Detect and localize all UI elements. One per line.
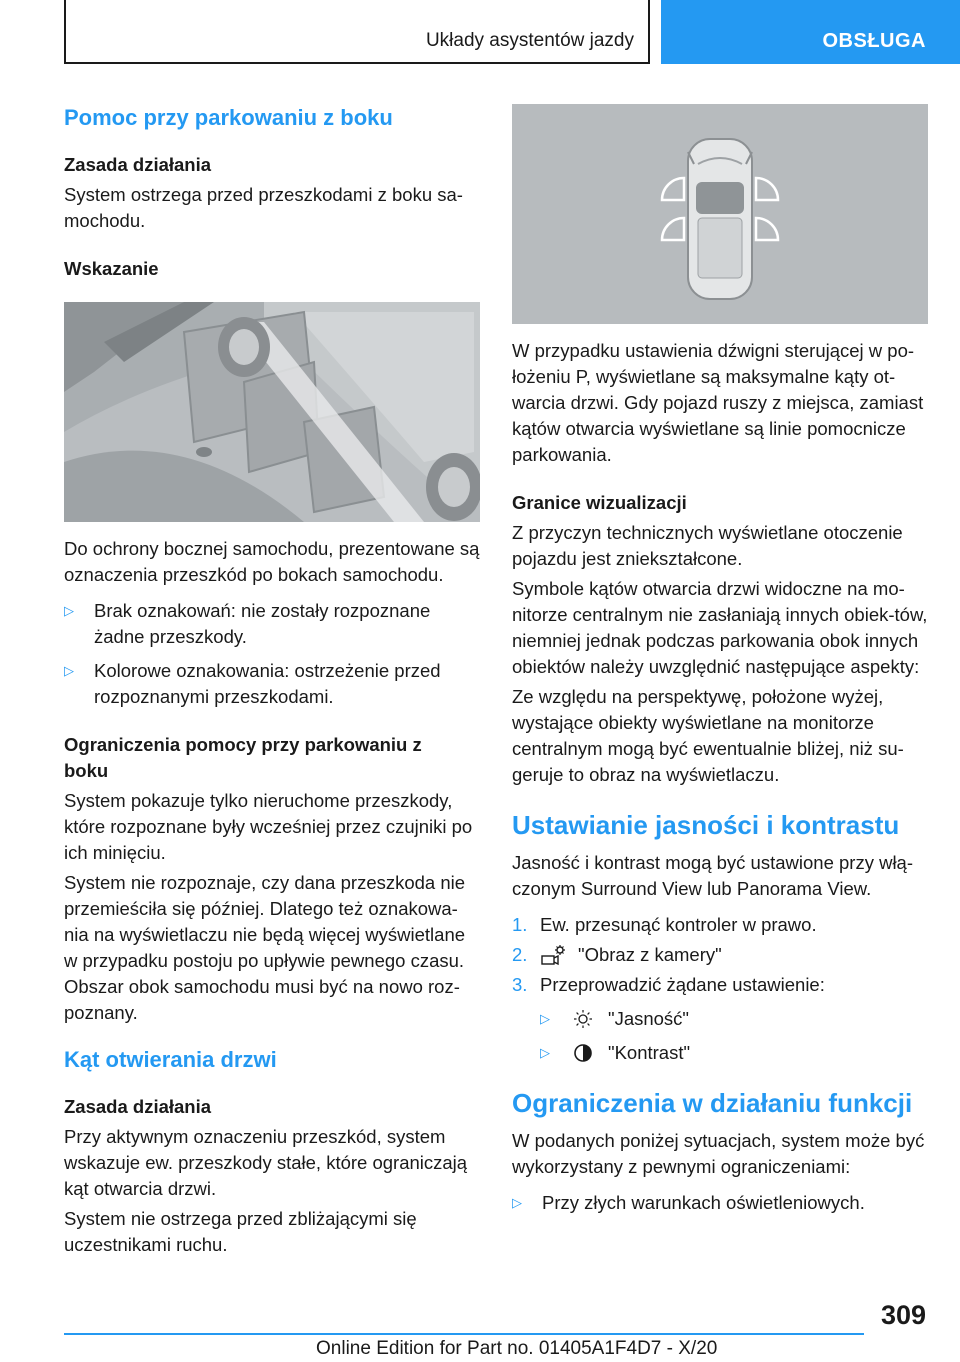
- list-item: [512, 942, 930, 968]
- step-text: Ew. przesunąć kontroler w prawo.: [540, 914, 817, 935]
- step-number: 1.: [512, 914, 528, 935]
- list-item: [64, 598, 482, 650]
- footer-divider: [64, 1333, 864, 1335]
- paragraph-door-2: System nie ostrzega przed zbliżającymi się uczestnikami ruchu.: [64, 1208, 417, 1255]
- door-angle-diagram: [512, 104, 928, 324]
- heading-brightness-contrast: Ustawianie jasności i kontrastu: [512, 810, 900, 840]
- bullet-text: Kolorowe oznakowania: ostrzeżenie przed rozpoznanymi przeszkodami.: [94, 660, 441, 707]
- header-section-title: Układy asystentów jazdy: [425, 30, 634, 51]
- triangle-bullet-icon: ▷: [540, 1045, 550, 1060]
- header-chapter-title: OBSŁUGA: [822, 30, 926, 52]
- paragraph-vis-2: Symbole kątów otwarcia drzwi widoczne na mo-nitorze centralnym nie zasłaniają innych obiek-tów, niemniej jednak podczas parkowania obok innych obiektów należy uwzględnić następujące aspekty:: [512, 578, 928, 677]
- header-chapter-tab: [661, 0, 960, 64]
- heading-function-limits: Ograniczenia w działaniu funkcji: [512, 1088, 913, 1118]
- side-parking-illustration: [64, 302, 480, 522]
- paragraph-principle: System ostrzega przed przeszkodami z boku sa-mochodu.: [64, 184, 463, 231]
- list-item: [540, 1006, 930, 1032]
- sub-option-text: "Jasność": [608, 1008, 690, 1029]
- heading-visualization-limits: Granice wizualizacji: [512, 492, 687, 513]
- paragraph-function-limits: W podanych poniżej sytuacjach, system może być wykorzystany z pewnymi ograniczeniami:: [512, 1130, 925, 1177]
- step-number: 2.: [512, 944, 528, 965]
- paragraph-limits-2: System nie rozpoznaje, czy dana przeszkoda nie przemieściła się później. Dlatego też oznakowa-nia na wyświetlaczu nie będą więcej wyświetlane w przypadku postoju po upływie pewnego czasu. Obszar obok samochodu musi być na nowo roz-poznany.: [64, 872, 466, 1023]
- triangle-bullet-icon: ▷: [512, 1195, 522, 1210]
- footer-edition: Online Edition for Part no. 01405A1F4D7 - X/20: [316, 1338, 718, 1359]
- paragraph-door-1: Przy aktywnym oznaczeniu przeszkód, system wskazuje ew. przeszkody stałe, które ograniczają kąt otwarcia drzwi.: [64, 1126, 468, 1199]
- camera-settings-icon: [540, 944, 566, 966]
- triangle-bullet-icon: ▷: [64, 603, 74, 618]
- bullet-text: Brak oznakowań: nie zostały rozpoznane żadne przeszkody.: [94, 600, 431, 647]
- heading-limits: Ograniczenia pomocy przy parkowaniu z boku: [64, 734, 422, 781]
- heading-side-parking: Pomoc przy parkowaniu z boku: [64, 105, 393, 130]
- left-column: [64, 104, 482, 1258]
- paragraph-brightness: Jasność i kontrast mogą być ustawione przy włą-czonym Surround View lub Panorama View.: [512, 852, 914, 899]
- sub-option-text: "Kontrast": [608, 1042, 691, 1063]
- bullet-text: Przy złych warunkach oświetleniowych.: [542, 1192, 865, 1213]
- heading-principle: Zasada działania: [64, 154, 212, 175]
- step-number: 3.: [512, 974, 528, 995]
- step-text: Przeprowadzić żądane ustawienie:: [540, 974, 825, 995]
- paragraph-vis-3: Ze względu na perspektywę, położone wyżej, wystające obiekty wyświetlane na monitorze centralnym mogą być ewentualnie bliżej, niż su-geruje to obraz na wyświetlaczu.: [512, 686, 904, 785]
- page-number: 309: [880, 1300, 926, 1330]
- heading-door-principle: Zasada działania: [64, 1096, 212, 1117]
- step-text: "Obraz z kamery": [578, 944, 722, 965]
- paragraph-vis-1: Z przyczyn technicznych wyświetlane otoczenie pojazdu jest zniekształcone.: [512, 522, 903, 569]
- paragraph-door-3: W przypadku ustawienia dźwigni sterującej w po-łożeniu P, wyświetlane są maksymalne kąty ot-warcia drzwi. Gdy pojazd ruszy z miejsca, zamiast kątów otwarcia wyświetlane są linie pomocnicze parkowania.: [512, 340, 924, 465]
- contrast-icon: [570, 1042, 596, 1064]
- heading-display: Wskazanie: [64, 258, 159, 279]
- list-item: [540, 1040, 930, 1066]
- list-item: [512, 1190, 930, 1216]
- paragraph-limits-1: System pokazuje tylko nieruchome przeszkody, które rozpoznane były wcześniej przez czujniki po ich minięciu.: [64, 790, 473, 863]
- paragraph-display: Do ochrony bocznej samochodu, prezentowane są oznaczenia przeszkód po bokach samochodu.: [64, 538, 480, 585]
- list-item: [512, 912, 930, 938]
- triangle-bullet-icon: ▷: [540, 1011, 550, 1026]
- list-item: [512, 972, 930, 998]
- right-column: [512, 104, 930, 1216]
- triangle-bullet-icon: ▷: [64, 663, 74, 678]
- brightness-icon: [570, 1008, 596, 1030]
- list-item: [64, 658, 482, 710]
- heading-door-angle: Kąt otwierania drzwi: [64, 1047, 277, 1072]
- header-section-box: [64, 0, 650, 64]
